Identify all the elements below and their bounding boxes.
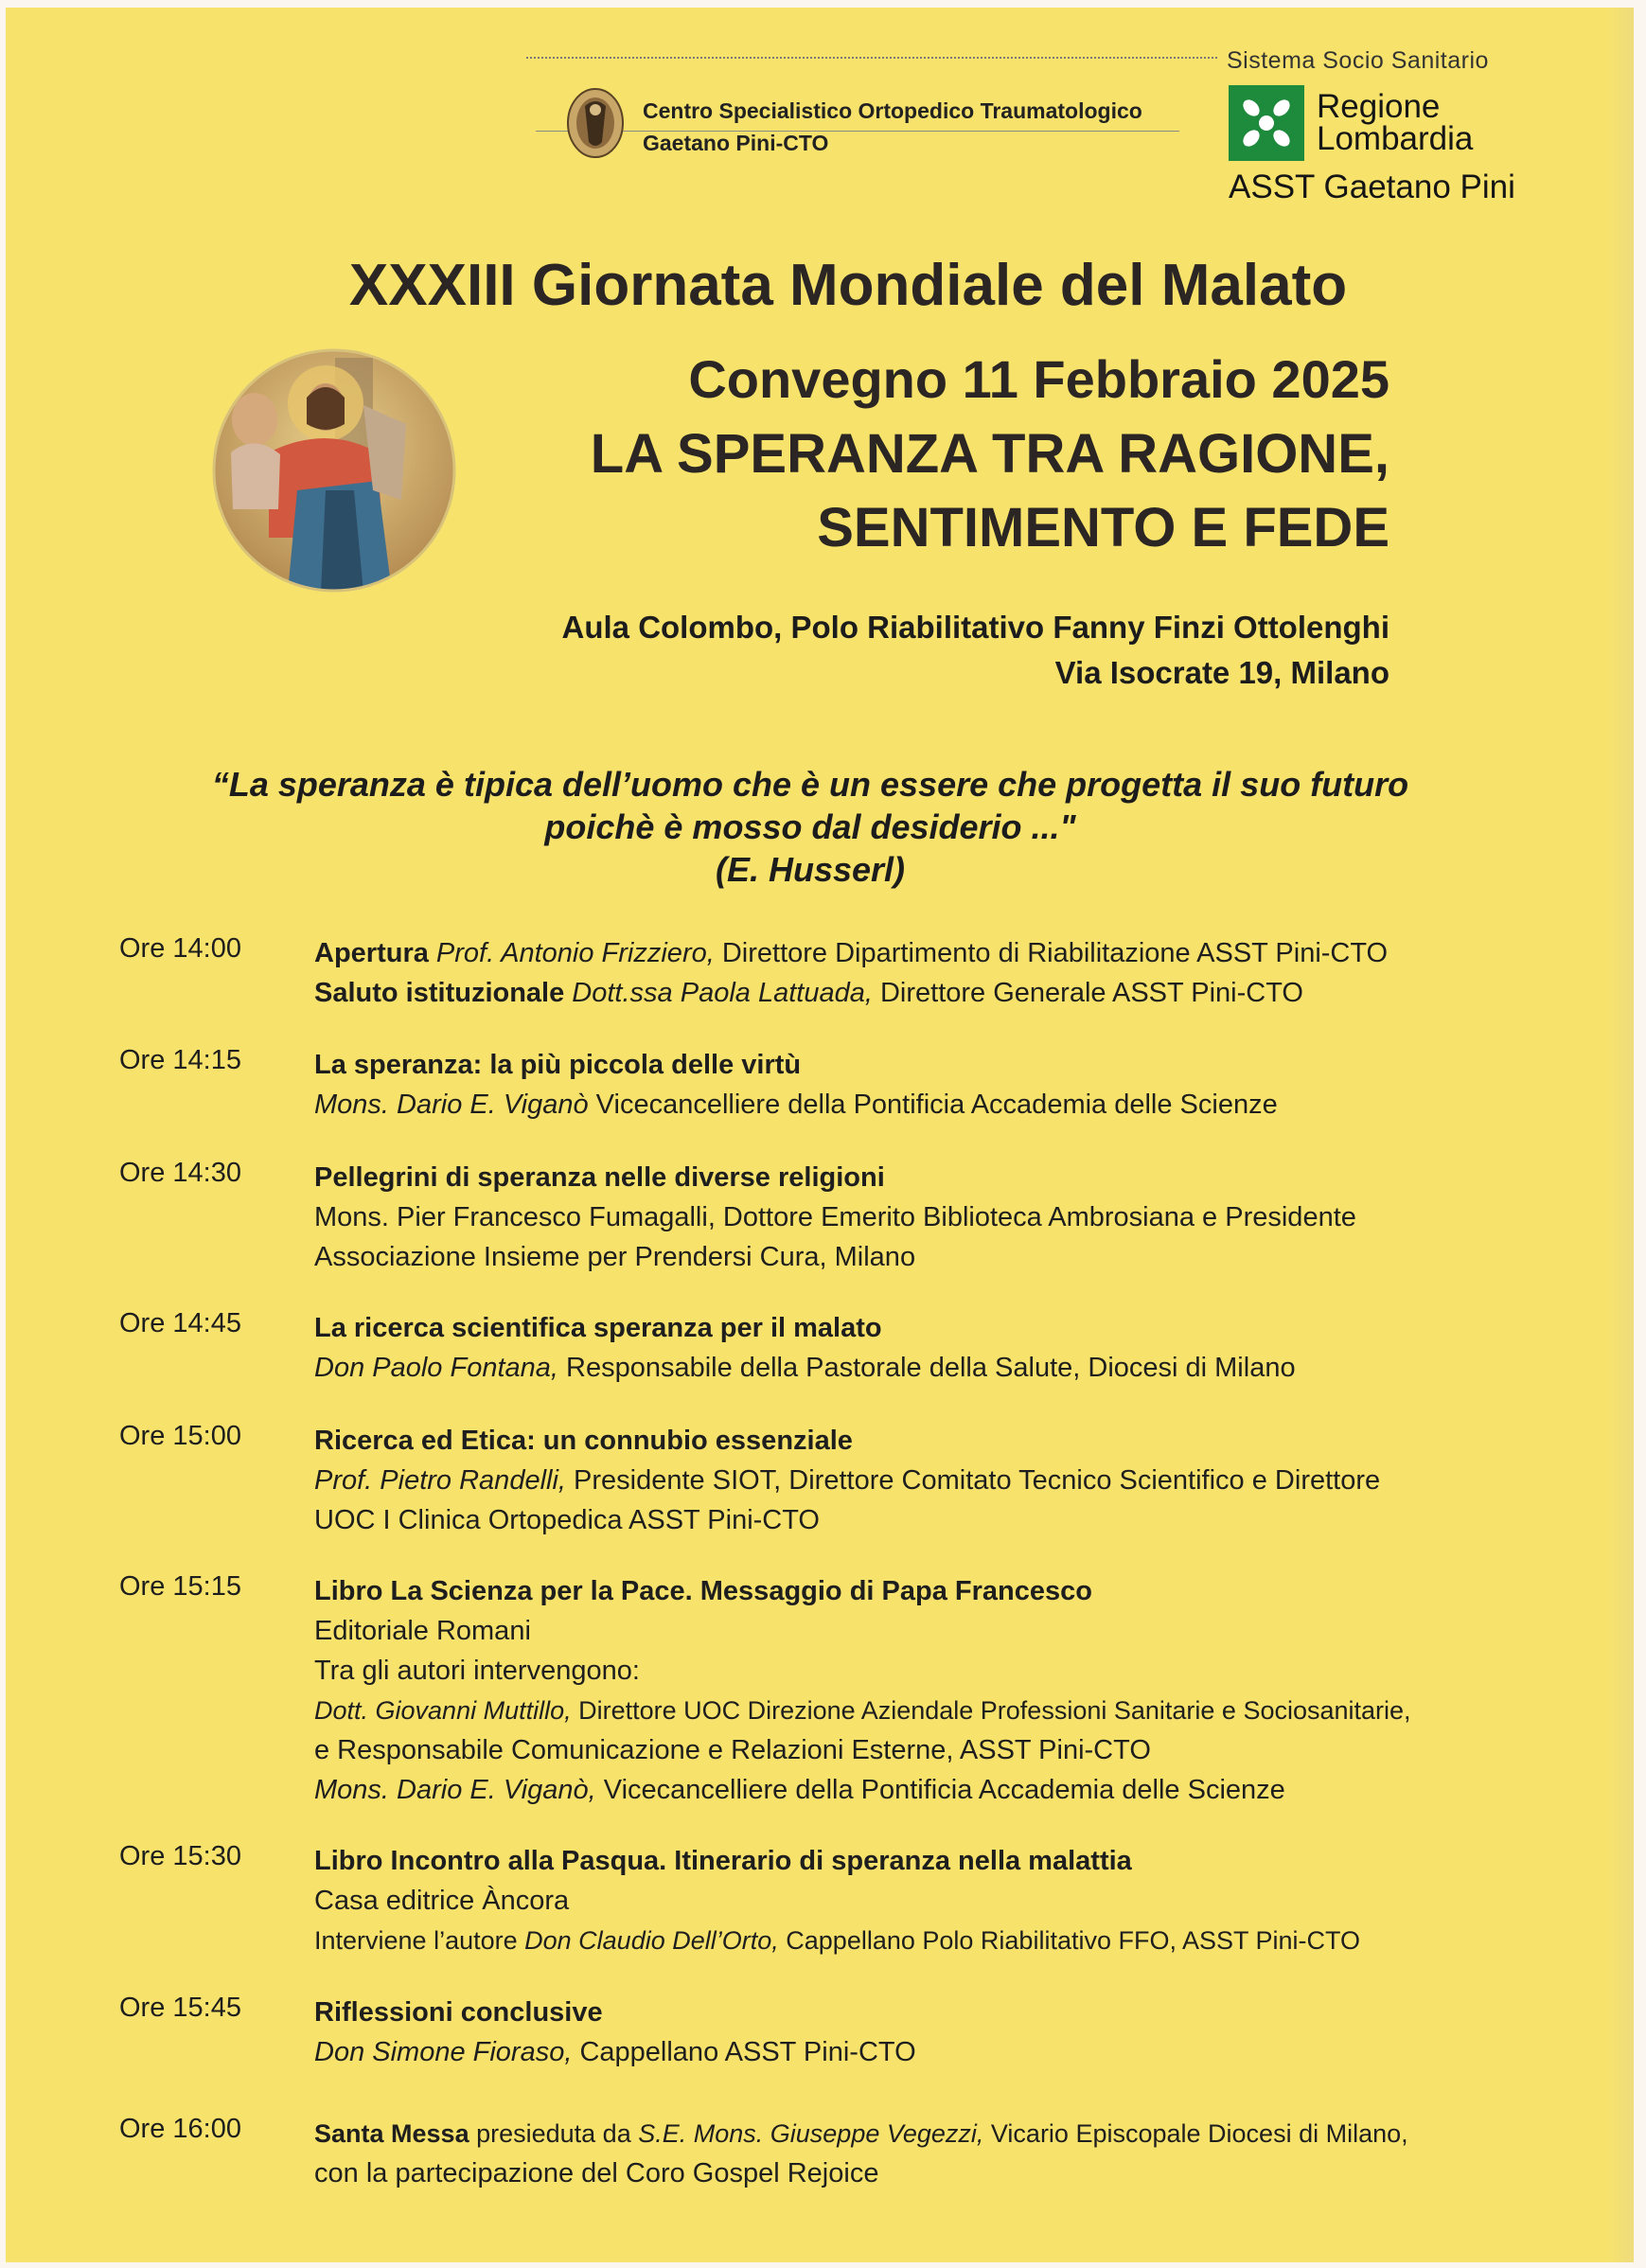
- speaker-role: Mons. Pier Francesco Fumagalli, Dottore Emerito Biblioteca Ambrosiana e Presidente: [314, 1202, 1356, 1232]
- program-details: [314, 933, 1573, 1013]
- program-time: Ore 14:00: [119, 933, 241, 964]
- program-line: [314, 2114, 1573, 2153]
- program-topic: Libro La Scienza per la Pace. Messaggio di Papa Francesco: [314, 1576, 1092, 1606]
- flyer-page: [6, 8, 1634, 2262]
- speaker-name: Don Simone Fioraso,: [314, 2037, 573, 2067]
- program-line: [314, 1197, 1573, 1237]
- regione-lombardia-logo-icon: [1229, 85, 1304, 161]
- program-line: [314, 1571, 1573, 1611]
- program-details: [314, 1841, 1573, 1960]
- program-line: [314, 973, 1573, 1013]
- program-line: [314, 1691, 1573, 1730]
- program-details: [314, 1158, 1573, 1277]
- program-time: Ore 15:00: [119, 1421, 241, 1451]
- sistema-label: Sistema Socio Sanitario: [1227, 47, 1489, 74]
- program-time: Ore 14:30: [119, 1158, 241, 1188]
- program-time: Ore 15:15: [119, 1571, 241, 1602]
- speaker-name: Don Claudio Dell’Orto,: [524, 1926, 779, 1955]
- speaker-role: Tra gli autori intervengono:: [314, 1656, 640, 1686]
- speaker-role: Vicecancelliere della Pontificia Accademia delle Scienze: [595, 1775, 1285, 1805]
- program-line: [314, 933, 1573, 973]
- program-details: [314, 1308, 1573, 1388]
- speaker-role: Casa editrice Àncora: [314, 1886, 570, 1916]
- program-line: [314, 1348, 1573, 1388]
- program-line: [314, 1770, 1573, 1810]
- speaker-role: Associazione Insieme per Prendersi Cura, Milano: [314, 1242, 916, 1272]
- program-line: [314, 2032, 1573, 2072]
- program-line: [314, 1158, 1573, 1197]
- event-theme-line2: SENTIMENTO E FEDE: [817, 497, 1389, 558]
- event-theme-line1: LA SPERANZA TRA RAGIONE,: [590, 423, 1389, 485]
- quote-author: (E. Husserl): [715, 850, 906, 889]
- cto-line2: Gaetano Pini-CTO: [643, 131, 829, 155]
- event-title: XXXIII Giornata Mondiale del Malato: [348, 253, 1348, 318]
- program-topic: Libro Incontro alla Pasqua. Itinerario di speranza nella malattia: [314, 1846, 1132, 1876]
- speaker-role: Responsabile della Pastorale della Salute, Diocesi di Milano: [558, 1353, 1296, 1383]
- program-line: [314, 1730, 1573, 1770]
- program-time: Ore 15:45: [119, 1993, 241, 2023]
- regione-line1: Regione: [1317, 88, 1441, 125]
- program-topic: Apertura: [314, 938, 429, 968]
- scan-edge-shade: [1605, 8, 1634, 2262]
- speaker-role: Cappellano Polo Riabilitativo FFO, ASST Pini-CTO: [778, 1926, 1361, 1955]
- cto-name: [643, 95, 1142, 159]
- program-details: [314, 1571, 1573, 1810]
- program-line: [314, 1237, 1573, 1277]
- program-topic: Saluto istituzionale: [314, 978, 565, 1008]
- quote-line2: poichè è mosso dal desiderio ...": [544, 807, 1076, 846]
- speaker-role: Interviene l’autore: [314, 1926, 525, 1955]
- speaker-role: Vicario Episcopale Diocesi di Milano,: [983, 2119, 1408, 2148]
- program-time: Ore 14:45: [119, 1308, 241, 1338]
- speaker-name: Mons. Dario E. Viganò: [314, 1090, 589, 1120]
- program-details: [314, 1045, 1573, 1125]
- regione-line2: Lombardia: [1317, 120, 1474, 157]
- address: Via Isocrate 19, Milano: [1054, 655, 1389, 690]
- program-details: [314, 2114, 1573, 2193]
- program-line: [314, 1841, 1573, 1881]
- speaker-role: Editoriale Romani: [314, 1616, 531, 1646]
- speaker-role: Cappellano ASST Pini-CTO: [572, 2037, 916, 2067]
- program-topic: La speranza: la più piccola delle virtù: [314, 1050, 802, 1080]
- regione-name: [1317, 88, 1474, 157]
- program-line: [314, 1045, 1573, 1085]
- program-time: Ore 16:00: [119, 2114, 241, 2144]
- speaker-name: Dott. Giovanni Muttillo,: [314, 1696, 572, 1725]
- program-topic: Riflessioni conclusive: [314, 1997, 603, 2028]
- cto-line1: Centro Specialistico Ortopedico Traumatologico: [643, 98, 1142, 123]
- program-topic: La ricerca scientifica speranza per il malato: [314, 1313, 882, 1343]
- speaker-role: Vicecancelliere della Pontificia Accademia delle Scienze: [588, 1090, 1278, 1120]
- program-details: [314, 1421, 1573, 1540]
- program-line: [314, 1461, 1573, 1500]
- religious-icon-image: [212, 348, 456, 593]
- program-line: [314, 1921, 1573, 1960]
- speaker-role: Presidente SIOT, Direttore Comitato Tecnico Scientifico e Direttore: [565, 1465, 1381, 1496]
- program-line: [314, 1881, 1573, 1921]
- speaker-name: S.E. Mons. Giuseppe Vegezzi,: [638, 2119, 984, 2148]
- program-line: [314, 1651, 1573, 1691]
- speaker-role: presieduta da: [469, 2119, 639, 2148]
- speaker-role: UOC I Clinica Ortopedica ASST Pini-CTO: [314, 1505, 820, 1535]
- program-line: [314, 1421, 1573, 1461]
- speaker-role: Direttore UOC Direzione Aziendale Professioni Sanitarie e Sociosanitarie,: [571, 1696, 1411, 1725]
- program-topic: Santa Messa: [314, 2119, 469, 2148]
- speaker-role: Direttore Generale ASST Pini-CTO: [872, 978, 1303, 1008]
- speaker-role: e Responsabile Comunicazione e Relazioni Esterne, ASST Pini-CTO: [314, 1735, 1151, 1765]
- program-details: [314, 1993, 1573, 2072]
- program-line: [314, 2153, 1573, 2193]
- program-time: Ore 15:30: [119, 1841, 241, 1871]
- program-topic: Ricerca ed Etica: un connubio essenziale: [314, 1426, 853, 1456]
- program-line: [314, 1993, 1573, 2032]
- speaker-name: Don Paolo Fontana,: [314, 1353, 558, 1383]
- speaker-name: Prof. Antonio Frizziero,: [428, 938, 715, 968]
- header-divider: [526, 57, 1217, 59]
- speaker-role: con la partecipazione del Coro Gospel Rejoice: [314, 2158, 879, 2188]
- venue: Aula Colombo, Polo Riabilitativo Fanny Finzi Ottolenghi: [561, 610, 1389, 645]
- program-line: [314, 1308, 1573, 1348]
- cto-emblem-icon: [564, 85, 627, 161]
- speaker-name: Dott.ssa Paola Lattuada,: [564, 978, 873, 1008]
- speaker-name: Mons. Dario E. Viganò,: [314, 1775, 596, 1805]
- asst-name: ASST Gaetano Pini: [1229, 168, 1515, 205]
- program-line: [314, 1611, 1573, 1651]
- event-date: Convegno 11 Febbraio 2025: [688, 349, 1389, 409]
- quote-line1: “La speranza è tipica dell’uomo che è un essere che progetta il suo futuro: [211, 765, 1409, 804]
- speaker-role: Direttore Dipartimento di Riabilitazione ASST Pini-CTO: [714, 938, 1389, 968]
- program-line: [314, 1500, 1573, 1540]
- program-topic: Pellegrini di speranza nelle diverse religioni: [314, 1162, 885, 1193]
- speaker-name: Prof. Pietro Randelli,: [314, 1465, 566, 1496]
- program-time: Ore 14:15: [119, 1045, 241, 1075]
- program-line: [314, 1085, 1573, 1125]
